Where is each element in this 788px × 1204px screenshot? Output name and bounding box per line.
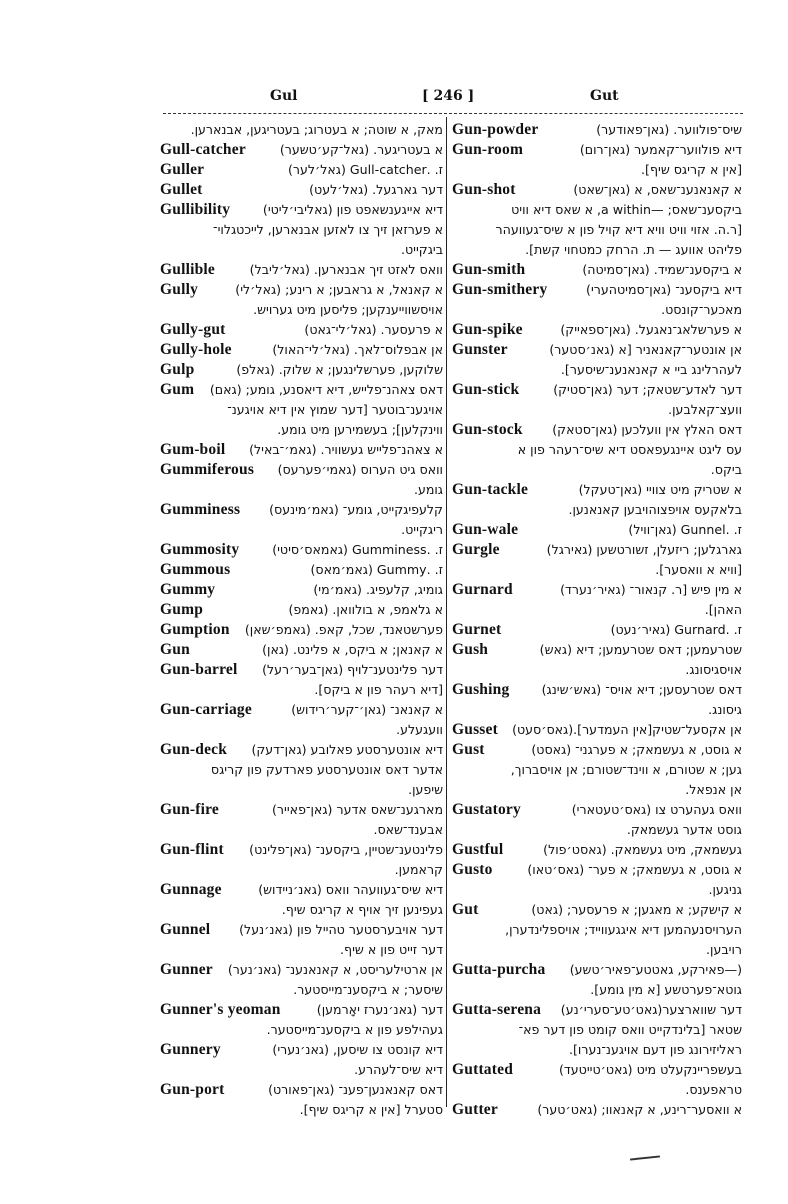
entry-continuation	[160, 980, 443, 1000]
headword: Gunnel	[160, 921, 211, 938]
headword: Gun	[160, 641, 190, 658]
entry-continuation	[452, 820, 742, 840]
definition-text: עס ליגט איינגעפאסט דיא שיס־רעהר פון א	[517, 442, 742, 457]
definition-text: רויבען.	[706, 942, 742, 957]
definition-text: [דיא רעהר פון א ביקס].	[314, 682, 443, 697]
definition-text: א צאהנ־פלייש געשוויר. (גאמ׳־באיל)	[249, 442, 443, 457]
definition-text: בעשפריינקעלט מיט (גאט׳טייטעד)	[559, 1062, 742, 1077]
headword: Gut	[452, 901, 479, 918]
definition-text: דיא שיס־לעהרע.	[354, 1062, 443, 1077]
headword: Gunster	[452, 341, 508, 358]
definition-text: אויסגיסונג.	[685, 662, 742, 677]
definition-text: א מין פיש [ר. קנאור־ (גאיר׳נערד)	[560, 582, 742, 597]
headword: Gun-tackle	[452, 481, 529, 498]
dictionary-entry	[452, 120, 742, 140]
headword: Gustatory	[452, 801, 521, 818]
dictionary-entry	[452, 800, 742, 820]
definition-text: דיא אונטערסטע פאלובע (גאן־דעק)	[251, 742, 443, 757]
entry-continuation	[452, 200, 742, 220]
definition-text: דיא פולווער־קאמער (גאן־רום)	[579, 142, 742, 157]
headword: Gun-room	[452, 141, 524, 158]
definition-text: דאס קאנאנען־פענ־ (גאן־פאורט)	[268, 1082, 443, 1097]
definition-text: (—פאירקע, גאטטע־פאיר׳טשע)	[569, 962, 742, 977]
dictionary-entry	[452, 520, 742, 540]
definition-text: א בעטריגער. (גאל־קע׳טשער)	[279, 142, 443, 157]
definition-text: א שטריק מיט צוויי (גאן־טעקל)	[578, 482, 742, 497]
dictionary-entry	[452, 720, 742, 740]
entry-continuation	[452, 220, 742, 240]
dictionary-entry	[160, 560, 443, 580]
headword: Gush	[452, 641, 489, 658]
headword: Gun-fire	[160, 801, 220, 818]
definition-text: שלוקען, פערשלינגען; א שלוק. (גאלפ)	[236, 362, 443, 377]
dictionary-entry	[160, 740, 443, 760]
definition-text: וועגעלע.	[396, 722, 443, 737]
dictionary-entry	[160, 800, 443, 820]
entry-continuation	[452, 400, 742, 420]
definition-text: דער אויבערסטער טהייל פון (גאנ׳נעל)	[239, 922, 443, 937]
right-guide-word: Gut	[590, 88, 619, 104]
headword: Gunner's yeoman	[160, 1001, 281, 1018]
dictionary-entry	[160, 180, 443, 200]
entry-continuation	[452, 560, 742, 580]
headword: Gully	[160, 281, 199, 298]
headword: Guttated	[452, 1061, 514, 1078]
headword: Gun-flint	[160, 841, 224, 858]
headword: Gummous	[160, 561, 231, 578]
dictionary-entry	[452, 1060, 742, 1080]
headword: Guller	[160, 161, 205, 178]
definition-text: ראליזירונג פון דעם אויגענ־נערו].	[568, 1042, 742, 1057]
definition-text: דער פלינטענ־לויף (גאן־בער׳רעל)	[262, 662, 443, 677]
definition-text: שיס־פולווער. (גאן־פאודער)	[596, 122, 742, 137]
dictionary-entry	[452, 340, 742, 360]
definition-text: אן אקסעל־שטיק[אין העמדער].(גאס׳סעט)	[512, 722, 742, 737]
dictionary-entry	[160, 320, 443, 340]
definition-text: מאק, א שוטה; א בעטרוג; בעטריגען, אבנארען.	[190, 122, 443, 137]
entry-continuation	[452, 980, 742, 1000]
entry-continuation	[452, 600, 742, 620]
definition-text: דאס האלץ אין וועלכען (גאן־סטאק)	[552, 422, 742, 437]
dictionary-entry	[452, 380, 742, 400]
headword: Gust	[452, 741, 485, 758]
dictionary-entry	[160, 380, 443, 400]
headword: Gun-wale	[452, 521, 519, 538]
headword: Gull-catcher	[160, 141, 246, 158]
headword: Gullible	[160, 261, 216, 278]
dictionary-entry	[452, 180, 742, 200]
definition-text: טראפענס.	[685, 1082, 742, 1097]
dictionary-entry	[452, 860, 742, 880]
definition-text: הערויסנעהמען דיא איגגעווייד; אויספלינדערן,	[505, 922, 742, 937]
headword: Gump	[160, 601, 204, 618]
headword: Gummy	[160, 581, 216, 598]
definition-text: א קאנאל, א גראבען; א רינע; (גאל׳לי)	[235, 282, 443, 297]
definition-text: שטרעמען; דאס שטרעמען; דיא (גאש)	[539, 642, 742, 657]
definition-text: א קאנאנ־ (גאן׳־קער׳רידוש)	[291, 702, 443, 717]
entry-continuation	[452, 1020, 742, 1040]
dictionary-entry	[452, 420, 742, 440]
dictionary-entry	[160, 200, 443, 220]
definition-text: גיסונג.	[708, 702, 742, 717]
entry-continuation	[160, 220, 443, 240]
entry-continuation	[160, 120, 443, 140]
definition-text: אויסשווייענקען; פליסען מיט גערויש.	[253, 302, 443, 317]
headword: Gusto	[452, 861, 493, 878]
definition-text: אן אבפלוס־לאך. (גאל׳לי־האול)	[272, 342, 443, 357]
headword: Gun-shot	[452, 181, 516, 198]
definition-text: שטאר [בלינדקייט וואס קומט פון דער פא־	[518, 1022, 742, 1037]
definition-text: געהילפע פון א ביקסענ־מייסטער.	[266, 1022, 443, 1037]
definition-text: אדער דאס אונטערסטע פארדעק פון קריגס	[210, 762, 443, 777]
entry-continuation	[160, 860, 443, 880]
entry-continuation	[160, 680, 443, 700]
dictionary-entry	[160, 160, 443, 180]
dictionary-entry	[452, 260, 742, 280]
definition-text: ביקס.	[710, 462, 742, 477]
entry-continuation	[160, 940, 443, 960]
definition-text: דער לאדע־שטאק; דער (גאן־סטיק)	[553, 382, 742, 397]
entry-continuation	[452, 1040, 742, 1060]
headword: Gummosity	[160, 541, 240, 558]
definition-text: [ר.ה. אזוי וויט וויא דיא קויל פון א שיס־געוועהר	[495, 222, 742, 237]
headword: Gummiferous	[160, 461, 255, 478]
headword: Gun-powder	[452, 121, 539, 138]
dictionary-entry	[160, 960, 443, 980]
entry-continuation	[160, 720, 443, 740]
definition-text: א פערזאן זיך צו לאזען אבנארען, לייכטגלוי־	[213, 222, 443, 237]
definition-text: וואס לאזט זיך אבנארען. (גאל׳ליבל)	[249, 262, 443, 277]
dictionary-entry	[160, 880, 443, 900]
headword: Gully-gut	[160, 321, 226, 338]
definition-text: וועצ־קאלבען.	[668, 402, 742, 417]
entry-continuation	[452, 920, 742, 940]
dictionary-entry	[452, 740, 742, 760]
definition-text: [אין א קריגס שיף].	[641, 162, 742, 177]
dictionary-entry	[160, 620, 443, 640]
dictionary-entry	[160, 340, 443, 360]
definition-text: ז. .Gunnel (גאן־וויל)	[628, 522, 742, 537]
entry-continuation	[160, 820, 443, 840]
definition-text: דער גארגעל. (גאל׳לעט)	[309, 182, 443, 197]
definition-text: גען; א שטורם, א ווינד־שטורם; אן אויסברוך,	[510, 762, 742, 777]
dictionary-entry	[160, 700, 443, 720]
entry-continuation	[160, 520, 443, 540]
dictionary-entry	[452, 1100, 742, 1120]
headword: Gun-smithery	[452, 281, 548, 298]
headword: Gun-smith	[452, 261, 526, 278]
dictionary-entry	[452, 840, 742, 860]
definition-text: א וואסער־רינע, א קאנאוו; (גאט׳טער)	[537, 1102, 742, 1117]
headword: Gurnet	[452, 621, 502, 638]
headword: Gun-barrel	[160, 661, 238, 678]
definition-text: א קאנאנענ־שאס, א (גאן־שאט)	[573, 182, 742, 197]
headword: Gutta-purcha	[452, 961, 546, 978]
definition-text: אן אנפאל.	[685, 782, 742, 797]
definition-text: גומע.	[413, 482, 443, 497]
definition-text: גניגען.	[708, 882, 742, 897]
dictionary-entry	[160, 500, 443, 520]
headword: Gutter	[452, 1101, 498, 1118]
definition-text: א פערשלאג־נאגעל. (גאן־ספאייק)	[560, 322, 742, 337]
entry-continuation	[160, 300, 443, 320]
dictionary-entry	[452, 680, 742, 700]
entry-continuation	[452, 460, 742, 480]
definition-text: דער זייט פון א שיף.	[340, 942, 443, 957]
dictionary-entry	[160, 1080, 443, 1100]
definition-text: דער שווארצער(גאט׳טע־סערי׳נע)	[560, 1002, 742, 1017]
dictionary-entry	[160, 640, 443, 660]
headword: Gum	[160, 381, 195, 398]
definition-text: דיא ביקסענ־ (גאן־סמיטהערי)	[586, 282, 742, 297]
left-guide-word: Gul	[270, 88, 298, 104]
entry-continuation	[452, 440, 742, 460]
definition-text: אויגענ־בוטער [דער שמוץ אין דיא אויגענ־	[227, 402, 443, 417]
dictionary-entry	[452, 580, 742, 600]
definition-text: מארגענ־שאס אדער (גאן־פאייר)	[272, 802, 443, 817]
definition-text: שיפען.	[408, 782, 443, 797]
dictionary-entry	[160, 920, 443, 940]
dictionary-entry	[452, 540, 742, 560]
dictionary-entry	[452, 280, 742, 300]
headword: Gunnage	[160, 881, 222, 898]
headword: Gutta-serena	[452, 1001, 542, 1018]
dictionary-entry	[160, 260, 443, 280]
definition-text: דער (גאנ׳נערז יאָרמען)	[316, 1002, 443, 1017]
dictionary-entry	[160, 840, 443, 860]
definition-text: לעהרלינג ביי א קאנאנענ־שיסער].	[560, 362, 742, 377]
dictionary-entry	[452, 900, 742, 920]
entry-continuation	[160, 480, 443, 500]
headword: Gullibility	[160, 201, 231, 218]
dictionary-entry	[160, 280, 443, 300]
definition-text: דיא שיס־געוועהר וואס (גאנ׳ניידוש)	[258, 882, 443, 897]
headword: Gusset	[452, 721, 498, 738]
definition-text: געפינען זיך אויף א קריגס שיף.	[281, 902, 443, 917]
headword: Gum-boil	[160, 441, 226, 458]
definition-text: אבענד־שאס.	[373, 822, 443, 837]
entry-continuation	[452, 780, 742, 800]
definition-text: מאכער־קונסט.	[661, 302, 742, 317]
entry-continuation	[452, 880, 742, 900]
entry-continuation	[160, 780, 443, 800]
definition-text: ז. .Gumminess (גאמאס׳סיטי)	[272, 542, 443, 557]
dictionary-entry	[160, 440, 443, 460]
dictionary-entry	[160, 580, 443, 600]
dictionary-entry	[160, 460, 443, 480]
headword: Gullet	[160, 181, 203, 198]
headword: Gustful	[452, 841, 504, 858]
headword: Gun-deck	[160, 741, 228, 758]
definition-text: דאס שטרעסען; דיא אויס־ (גאש׳שינג)	[541, 682, 742, 697]
definition-text: א גוסט, א געשמאק; א פער־ (גאס׳טאו)	[527, 862, 742, 877]
headword: Gunner	[160, 961, 213, 978]
entry-continuation	[160, 760, 443, 780]
headword: Gurgle	[452, 541, 500, 558]
definition-text: גוסט אדער געשמאק.	[626, 822, 742, 837]
definition-text: ביקסענ־שאס; —a within, א שאס דיא וויט	[511, 202, 742, 217]
definition-text: א קישקע; א מאגען; א פרעסער; (גאט)	[531, 902, 742, 917]
definition-text: ווינקלען]; בעשמירען מיט גומע.	[277, 422, 443, 437]
left-column	[160, 120, 443, 1120]
definition-text: האהן].	[704, 602, 742, 617]
definition-text: אן ארטילעריסט, א קאנאנענ־ (גאנ׳נער)	[227, 962, 443, 977]
definition-text: א קאנאן; א ביקס, א פלינט. (גאן)	[262, 642, 443, 657]
dictionary-entry	[452, 640, 742, 660]
dictionary-entry	[452, 960, 742, 980]
dictionary-entry	[160, 600, 443, 620]
definition-text: א פרעסער. (גאל׳לי־גאט)	[304, 322, 443, 337]
headword: Gurnard	[452, 581, 513, 598]
definition-text: קראמען.	[394, 862, 443, 877]
definition-text: פלינטענ־שטיין, ביקסענ־ (גאן־פלינט)	[249, 842, 443, 857]
header-rule	[163, 113, 743, 114]
headword: Gun-stock	[452, 421, 523, 438]
definition-text: סטערל [אין א קריגס שיף].	[299, 1102, 443, 1117]
entry-continuation	[160, 400, 443, 420]
entry-continuation	[452, 160, 742, 180]
definition-text: דאס צאהנ־פלייש, דיא דיאסנע, גומע; (גאם)	[209, 382, 443, 397]
definition-text: שיסער; א ביקסענ־מייסטער.	[293, 982, 443, 997]
definition-text: וואס געהערט צו (גאס׳טעטארי)	[571, 802, 742, 817]
entry-continuation	[452, 700, 742, 720]
entry-continuation	[452, 300, 742, 320]
headword: Gulp	[160, 361, 195, 378]
definition-text: ז. .Gummy (גאמ׳מאס)	[310, 562, 443, 577]
definition-text: ז. .Gurnard (גאיר׳נעט)	[610, 622, 742, 637]
dictionary-entry	[160, 140, 443, 160]
headword: Gully-hole	[160, 341, 232, 358]
dictionary-entry	[452, 1000, 742, 1020]
dictionary-entry	[452, 140, 742, 160]
dictionary-entry	[160, 540, 443, 560]
headword: Gumption	[160, 621, 230, 638]
entry-continuation	[160, 420, 443, 440]
dictionary-entry	[452, 480, 742, 500]
entry-continuation	[160, 900, 443, 920]
dictionary-entry	[452, 320, 742, 340]
headword: Gumminess	[160, 501, 241, 518]
entry-continuation	[452, 360, 742, 380]
dictionary-entry	[160, 660, 443, 680]
definition-text: ז. .Gull-catcher (גאל׳לער)	[287, 162, 443, 177]
definition-text: גארגלען; ריזעלן, זשורטשען (גאירגל)	[546, 542, 742, 557]
definition-text: א גוסט, א געשמאק; א פערגני־ (גאסט)	[531, 742, 742, 757]
headword: Gun-spike	[452, 321, 523, 338]
definition-text: דיא קונסט צו שיסען, (גאנ׳נערי)	[272, 1042, 443, 1057]
right-column	[452, 120, 742, 1120]
dictionary-entry	[160, 1040, 443, 1060]
definition-text: קלעפיגקייט, גומע־ (גאמ׳מינעס)	[269, 502, 443, 517]
headword: Gun-stick	[452, 381, 520, 398]
definition-text: דיא אייגענשאפט פון (גאליבי׳ליטי)	[262, 202, 443, 217]
column-divider	[446, 117, 447, 1107]
headword: Gunnery	[160, 1041, 221, 1058]
headword: Gushing	[452, 681, 510, 698]
entry-continuation	[160, 1100, 443, 1120]
entry-continuation	[452, 240, 742, 260]
dictionary-entry	[160, 1000, 443, 1020]
entry-continuation	[452, 660, 742, 680]
definition-text: געשמאק, מיט געשמאק. (גאסט׳פול)	[543, 842, 742, 857]
definition-text: גוטא־פערטשע [א מין גומע].	[590, 982, 742, 997]
entry-continuation	[452, 500, 742, 520]
page-number: [ 246 ]	[422, 88, 475, 104]
definition-text: ריגקייט.	[401, 522, 443, 537]
definition-text: גומיג, קלעפיג. (גאמ׳מי)	[313, 582, 443, 597]
entry-continuation	[160, 240, 443, 260]
definition-text: בלאקעס אויפצוהויבען קאנאנען.	[568, 502, 742, 517]
definition-text: א גלאמפ, א בולוואן. (גאמפ)	[288, 602, 443, 617]
entry-continuation	[452, 760, 742, 780]
definition-text: [וויא א וואסער].	[655, 562, 742, 577]
definition-text: א ביקסענ־שמיד. (גאן־סמיטה)	[582, 262, 742, 277]
definition-text: ביגקייט.	[400, 242, 443, 257]
headword: Gun-carriage	[160, 701, 252, 718]
printer-mark	[630, 1155, 660, 1160]
definition-text: פערשטאנד, שכל, קאפ. (גאמפ׳שאן)	[244, 622, 443, 637]
entry-continuation	[452, 940, 742, 960]
entry-continuation	[452, 1080, 742, 1100]
definition-text: אן אונטער־קאנאניר [א (גאנ׳סטער)	[549, 342, 742, 357]
entry-continuation	[160, 1060, 443, 1080]
definition-text: פליהט אוועג — ת. הרחק כמטחוי קשת].	[525, 242, 742, 257]
entry-continuation	[160, 1020, 443, 1040]
dictionary-entry	[160, 360, 443, 380]
dictionary-entry	[452, 620, 742, 640]
definition-text: וואס גיט הערוס (גאמי׳פערעס)	[277, 462, 443, 477]
headword: Gun-port	[160, 1081, 225, 1098]
